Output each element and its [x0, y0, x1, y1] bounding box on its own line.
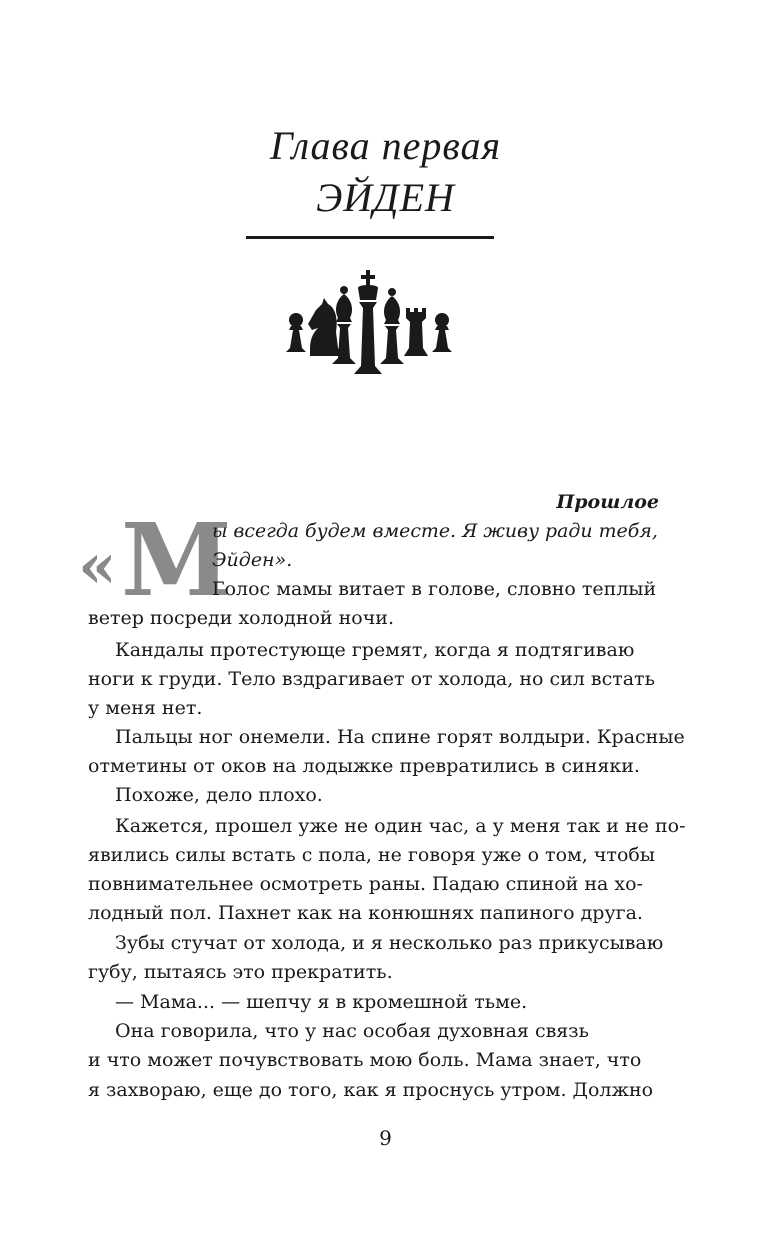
- dropcap-quote: «: [78, 529, 117, 602]
- dropcap-letter: М: [121, 501, 232, 619]
- text-line: Пальцы ног онемели. На спине горят волдыри. Красные: [115, 726, 685, 748]
- chess-pieces-icon: [280, 270, 460, 380]
- text-line: ноги к груди. Тело вздрагивает от холода, но сил встать: [88, 668, 655, 690]
- text-line: Кажется, прошел уже не один час, а у меня так и не по-: [115, 815, 686, 837]
- text-line: Эйден».: [212, 549, 293, 571]
- text-line: отметины от оков на лодыжке превратились в синяки.: [88, 755, 640, 777]
- text-line: повнимательнее осмотреть раны. Падаю спиной на хо-: [88, 873, 643, 895]
- chapter-title-line-1: Глава первая: [269, 123, 502, 168]
- text-line: и что может почувствовать мою боль. Мама знает, что: [88, 1049, 642, 1071]
- section-label: Прошлое: [556, 491, 659, 513]
- page-number: 9: [379, 1126, 392, 1150]
- text-line: губу, пытаясь это прекратить.: [88, 961, 393, 983]
- text-line: ветер посреди холодной ночи.: [88, 607, 394, 629]
- text-line: я захвораю, еще до того, как я проснусь утром. Должно: [88, 1079, 654, 1101]
- text-line: Она говорила, что у нас особая духовная связь: [115, 1020, 589, 1042]
- chapter-title-line-2: ЭЙДЕН: [316, 175, 455, 220]
- text-line: — Мама... — шепчу я в кромешной тьме.: [115, 991, 528, 1013]
- text-line: Зубы стучат от холода, и я несколько раз прикусываю: [115, 932, 664, 954]
- title-rule: [246, 236, 494, 239]
- text-line: Похоже, дело плохо.: [115, 784, 323, 806]
- text-line: Кандалы протестующе гремят, когда я подтягиваю: [115, 639, 635, 661]
- text-line: Голос мамы витает в голове, словно теплый: [212, 578, 657, 600]
- text-line: лодный пол. Пахнет как на конюшнях папиного друга.: [88, 902, 643, 924]
- text-line: явились силы встать с пола, не говоря уже о том, чтобы: [88, 844, 655, 866]
- chapter-title: [0, 120, 771, 224]
- text-line: у меня нет.: [88, 697, 203, 719]
- text-line: ы всегда будем вместе. Я живу ради тебя,: [212, 520, 658, 542]
